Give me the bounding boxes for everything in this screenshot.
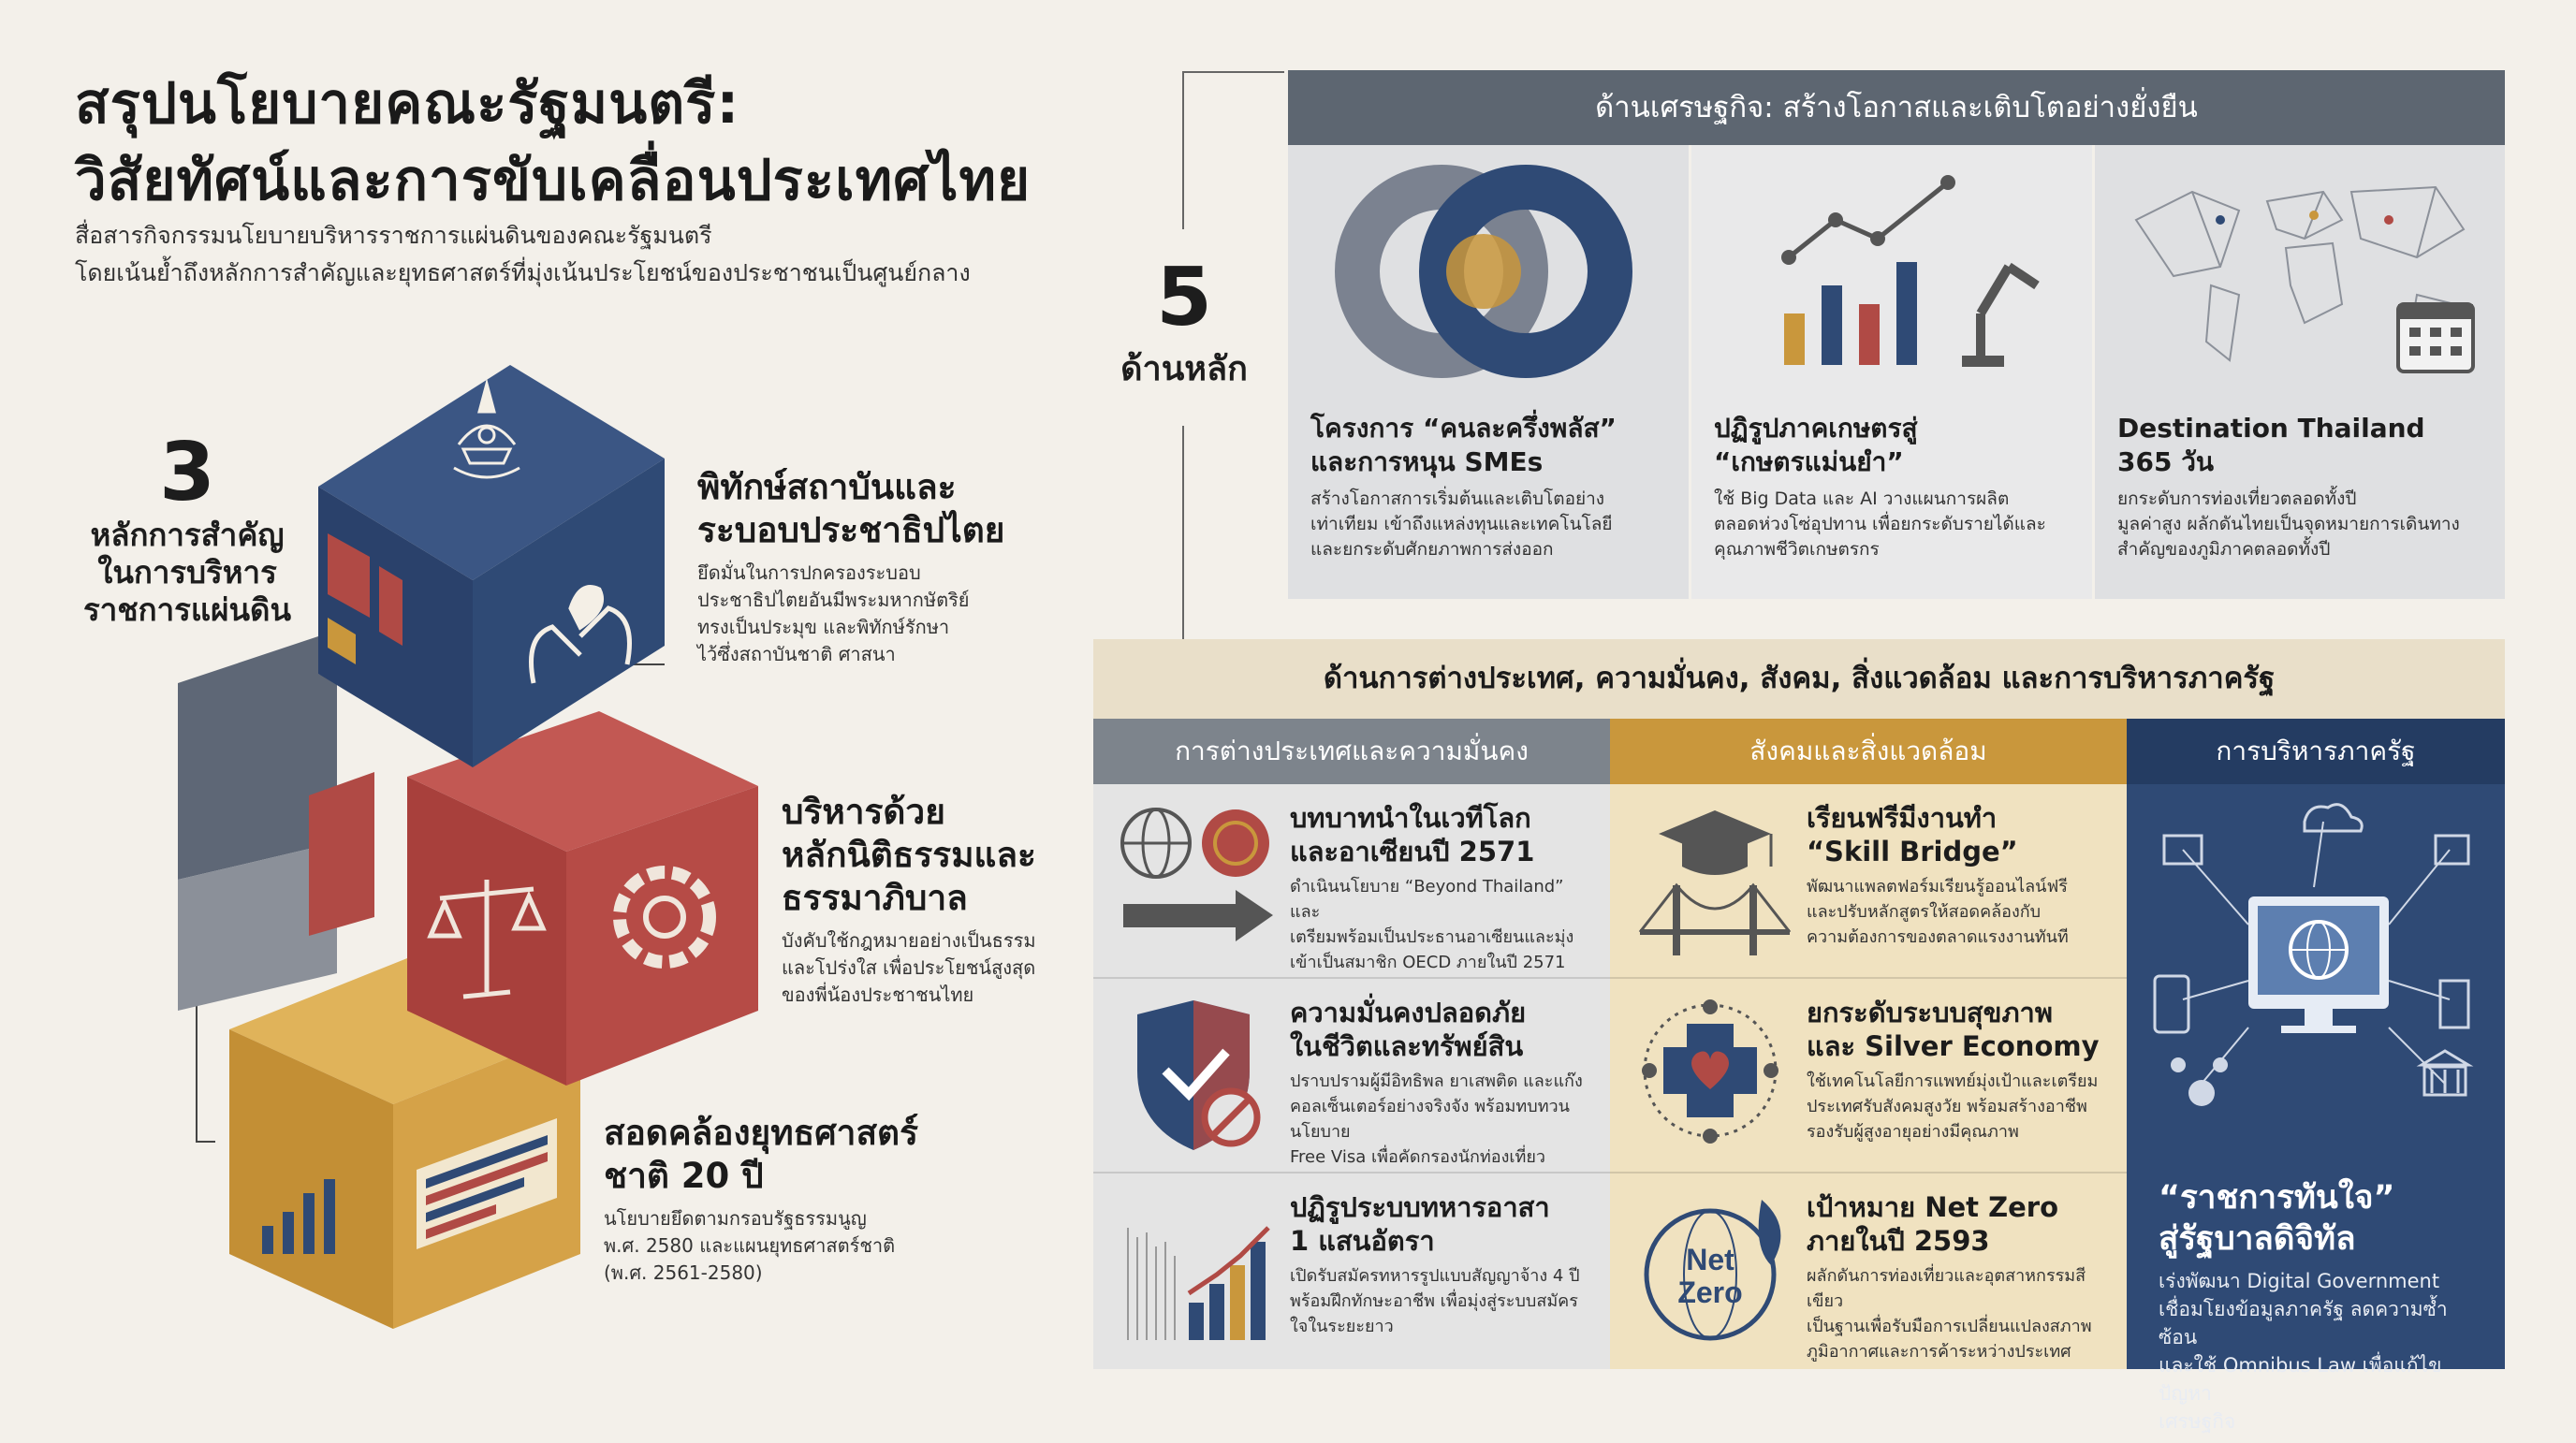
foreign-item-1-title-line-2: และอาเซียนปี 2571: [1290, 836, 1535, 867]
social-item-2-title: [1807, 996, 2112, 1063]
principles-label-line-3: ราชการแผ่นดิน: [82, 591, 292, 628]
social-item-3-desc: [1807, 1263, 2112, 1364]
gov-item-desc-line-4: เศรษฐกิจ: [2159, 1410, 2236, 1433]
graduation-bridge-icon: [1631, 801, 1799, 960]
social-item-1-desc-line-2: และปรับหลักสูตรให้สอดคล้องกับ: [1807, 902, 2042, 922]
public-admin-column: [2127, 719, 2505, 1433]
econ-art-2: [1714, 164, 2070, 374]
economy-card-2: [1691, 145, 2095, 599]
social-item-2-desc-line-3: รองรับผู้สูงอายุอย่างมีคุณภาพ: [1807, 1122, 2019, 1142]
gov-item-desc: [2127, 1260, 2505, 1443]
principle-3-desc-line-3: (พ.ศ. 2561-2580): [604, 1261, 763, 1284]
principle-3: [604, 1112, 1006, 1287]
econ-card-2-desc-line-3: คุณภาพชีวิตเกษตรกร: [1714, 539, 1880, 560]
foreign-item-3-title-line-2: 1 แสนอัตรา: [1290, 1225, 1435, 1257]
principle-1-desc-line-2: ประชาธิปไตยอันมีพระมหากษัตริย์: [697, 589, 970, 611]
foreign-item-3-title: [1290, 1190, 1595, 1258]
social-item-2-desc-line-2: ประเทศรับสังคมสูงวัย พร้อมสร้างอาชีพ: [1807, 1097, 2087, 1116]
principle-3-title: [604, 1112, 1006, 1198]
econ-card-2-title-line-2: “เกษตรแม่นยำ”: [1714, 446, 1904, 477]
digital-government-art: [2127, 784, 2505, 1177]
world-map-calendar-icon: [2117, 164, 2482, 374]
foreign-item-3-desc-line-2: พร้อมฝึกทักษะอาชีพ เพื่อมุ่งสู่ระบบสมัคร: [1290, 1291, 1578, 1311]
gov-item-title-line-1: “ราชการทันใจ”: [2159, 1179, 2395, 1217]
social-item-1-title-line-2: “Skill Bridge”: [1807, 836, 2018, 867]
econ-card-2-desc: [1714, 487, 2070, 562]
social-item-1-title-line-1: เรียนฟรีมีงานทำ: [1807, 802, 1998, 834]
econ-card-3-desc: [2117, 487, 2482, 562]
gov-item-desc-line-1: เร่งพัฒนา Digital Government: [2159, 1270, 2440, 1292]
principle-2-title-line-2: หลักนิติธรรมและ: [782, 835, 1036, 875]
econ-card-3-title-line-2: 365 วัน: [2117, 446, 2215, 477]
social-item-2-title-line-2: และ Silver Economy: [1807, 1030, 2100, 1062]
principle-3-desc-line-2: พ.ศ. 2580 และแผนยุทธศาสตร์ชาติ: [604, 1234, 896, 1257]
principle-3-desc: [604, 1205, 1006, 1287]
foreign-item-2-title-line-2: ในชีวิตและทรัพย์สิน: [1290, 1030, 1524, 1062]
title-line-2: วิสัยทัศน์และการขับเคลื่อนประเทศไทย: [75, 148, 1032, 213]
principle-3-title-line-1: สอดคล้องยุทธศาสตร์: [604, 1113, 918, 1153]
foreign-item-1-desc: [1290, 874, 1595, 975]
foreign-item-3-desc-line-3: ใจในระยะยาว: [1290, 1317, 1394, 1336]
econ-art-3: [2117, 164, 2482, 374]
shield-check-icon: [1114, 996, 1282, 1155]
foreign-item-3-desc: [1290, 1263, 1595, 1339]
econ-card-1-desc-line-1: สร้างโอกาสการเริ่มต้นและเติบโตอย่าง: [1310, 488, 1605, 509]
social-item-2: [1610, 979, 2127, 1173]
foreign-item-3: [1093, 1173, 1610, 1368]
digital-government-icon: [2127, 784, 2505, 1177]
social-item-3-desc-line-2: เป็นฐานเพื่อรับมือการเปลี่ยนแปลงสภาพ: [1807, 1317, 2092, 1336]
principle-2-title-line-1: บริหารด้วย: [782, 792, 945, 832]
economy-panel: [1288, 70, 2505, 599]
econ-card-1-title: [1310, 412, 1666, 479]
net-zero-text-2: Zero: [1677, 1275, 1743, 1309]
principle-2-title-line-3: ธรรมาภิบาล: [782, 878, 968, 918]
econ-card-3-desc-line-3: สำคัญของภูมิภาคตลอดทั้งปี: [2117, 539, 2331, 560]
principle-2: [782, 791, 1081, 1009]
foreign-item-2-title: [1290, 996, 1595, 1063]
title-line-1: สรุปนโยบายคณะรัฐมนตรี:: [75, 71, 740, 137]
principle-3-title-line-2: ชาติ 20 ปี: [604, 1156, 764, 1196]
economy-header: ด้านเศรษฐกิจ: สร้างโอกาสและเติบโตอย่างยั่งยืน: [1288, 70, 2505, 145]
econ-card-1-desc-line-3: และยกระดับศักยภาพการส่งออก: [1310, 539, 1554, 560]
principle-1-title: [697, 466, 1072, 552]
principle-1-title-line-1: พิทักษ์สถาบันและ: [697, 467, 957, 507]
social-item-3-title: [1807, 1190, 2112, 1258]
col-a-title: การต่างประเทศและความมั่นคง: [1093, 719, 1610, 784]
foreign-item-2: [1093, 979, 1610, 1173]
social-item-1: [1610, 784, 2127, 979]
foreign-item-3-desc-line-1: เปิดรับสมัครทหารรูปแบบสัญญาจ้าง 4 ปี: [1290, 1266, 1580, 1286]
foreign-item-2-desc-line-3: Free Visa เพื่อคัดกรองนักท่องเที่ยว: [1290, 1147, 1546, 1167]
principle-1-title-line-2: ระบอบประชาธิปไตย: [697, 510, 1005, 550]
econ-card-1-title-line-2: และการหนุน SMEs: [1310, 446, 1544, 477]
foreign-item-2-desc: [1290, 1069, 1595, 1170]
social-environment-column: [1610, 719, 2127, 1369]
principle-2-desc-line-2: และโปร่งใส เพื่อประโยชน์สูงสุด: [782, 956, 1036, 979]
econ-card-3-title-line-1: Destination Thailand: [2117, 413, 2425, 444]
econ-card-3-desc-line-2: มูลค่าสูง ผลักดันไทยเป็นจุดหมายการเดินทาง: [2117, 514, 2460, 534]
other-header: ด้านการต่างประเทศ, ความมั่นคง, สังคม, สิ่งแวดล้อม และการบริหารภาครัฐ: [1093, 639, 2505, 719]
principle-2-desc-line-1: บังคับใช้กฎหมายอย่างเป็นธรรม: [782, 929, 1036, 952]
social-item-1-title: [1807, 801, 2112, 868]
social-item-3-desc-line-3: ภูมิอากาศและการค้าระหว่างประเทศ: [1807, 1342, 2071, 1362]
principles-count: 3: [159, 426, 215, 519]
economy-card-3: [2095, 145, 2505, 599]
principles-label-line-2: ในการบริหาร: [97, 554, 277, 590]
foreign-item-2-title-line-1: ความมั่นคงปลอดภัย: [1290, 997, 1527, 1028]
economy-card-1: [1288, 145, 1691, 599]
foreign-item-1-title: [1290, 801, 1595, 868]
econ-card-1-desc-line-2: เท่าเทียม เข้าถึงแหล่งทุนและเทคโนโลยี: [1310, 514, 1613, 534]
subtitle-line-1: สื่อสารกิจกรรมนโยบายบริหารราชการแผ่นดินของคณะรัฐมนตรี: [75, 222, 712, 249]
econ-card-2-title-line-1: ปฏิรูปภาคเกษตรสู่: [1714, 413, 1918, 444]
social-item-3-title-line-1: เป้าหมาย Net Zero: [1807, 1191, 2059, 1223]
health-cross-icon: [1631, 996, 1799, 1155]
principle-1-desc-line-1: ยึดมั่นในการปกครองระบอบ: [697, 561, 921, 584]
social-item-1-desc: [1807, 874, 2112, 950]
principle-1-desc-line-3: ทรงเป็นประมุข และพิทักษ์รักษา: [697, 616, 950, 638]
foreign-item-1-title-line-1: บทบาทนำในเวทีโลก: [1290, 802, 1531, 834]
econ-card-2-title: [1714, 412, 2070, 479]
principle-3-desc-line-1: นโยบายยึดตามกรอบรัฐธรรมนูญ: [604, 1207, 867, 1230]
econ-card-2-desc-line-2: ตลอดห่วงโซ่อุปทาน เพื่อยกระดับรายได้และ: [1714, 514, 2046, 534]
foreign-item-2-desc-line-2: คอลเซ็นเตอร์อย่างจริงจัง พร้อมทบทวนนโยบาย: [1290, 1097, 1570, 1142]
foreign-item-1: [1093, 784, 1610, 979]
net-zero-text-1: Net: [1686, 1243, 1734, 1276]
net-zero-globe-icon: [1631, 1190, 1799, 1349]
econ-card-1-desc: [1310, 487, 1666, 562]
social-item-2-title-line-1: ยกระดับระบบสุขภาพ: [1807, 997, 2053, 1028]
foreign-item-1-desc-line-3: เข้าเป็นสมาชิก OECD ภายในปี 2571: [1290, 953, 1566, 972]
principle-1-desc: [697, 560, 1072, 668]
gov-item-title: [2127, 1177, 2505, 1260]
principle-2-title: [782, 791, 1081, 920]
foreign-item-1-desc-line-2: เตรียมพร้อมเป็นประธานอาเซียนและมุ่ง: [1290, 927, 1574, 947]
core-label: ด้านหลัก: [1120, 350, 1248, 388]
principle-1: [697, 466, 1072, 668]
growth-chart-robot-arm-icon: [1714, 164, 2070, 374]
econ-card-2-desc-line-1: ใช้ Big Data และ AI วางแผนการผลิต: [1714, 488, 2010, 509]
page-subtitle: [75, 217, 971, 292]
principle-2-desc: [782, 927, 1081, 1009]
other-policies-panel: [1093, 639, 2505, 1433]
subtitle-line-2: โดยเน้นย้ำถึงหลักการสำคัญและยุทธศาสตร์ที่มุ่งเน้นประโยชน์ของประชาชนเป็นศูนย์กลาง: [75, 259, 971, 286]
social-item-1-desc-line-1: พัฒนาแพลตฟอร์มเรียนรู้ออนไลน์ฟรี: [1807, 877, 2068, 896]
econ-art-1: [1310, 164, 1666, 374]
foreign-item-1-desc-line-1: ดำเนินนโยบาย “Beyond Thailand” และ: [1290, 877, 1564, 922]
principle-1-desc-line-4: ไว้ซึ่งสถาบันชาติ ศาสนา: [697, 643, 896, 665]
back-block-red: [309, 772, 374, 936]
social-item-3-desc-line-1: ผลักดันการท่องเที่ยวและอุตสาหกรรมสีเขียว: [1807, 1266, 2086, 1311]
core-count: 5: [1156, 251, 1212, 344]
principles-label-line-1: หลักการสำคัญ: [90, 517, 285, 553]
econ-card-3-title: [2117, 412, 2482, 479]
gov-item-desc-line-3: และใช้ Omnibus Law เพื่อแก้ไขปัญหา: [2159, 1354, 2442, 1405]
gov-item-desc-line-2: เชื่อมโยงข้อมูลภาครัฐ ลดความซ้ำซ้อน: [2159, 1298, 2448, 1348]
foreign-security-column: [1093, 719, 1610, 1369]
foreign-item-3-title-line-1: ปฏิรูประบบทหารอาสา: [1290, 1191, 1550, 1223]
social-item-2-desc: [1807, 1069, 2112, 1144]
military-growth-chart-icon: [1114, 1190, 1282, 1349]
social-item-3: [1610, 1173, 2127, 1368]
gov-item-title-line-2: สู่รัฐบาลดิจิทัล: [2159, 1220, 2356, 1258]
principle-2-desc-line-3: ของพี่น้องประชาชนไทย: [782, 984, 974, 1006]
social-item-3-title-line-2: ภายในปี 2593: [1807, 1225, 1990, 1257]
interlocking-circles-icon: [1310, 164, 1666, 374]
social-item-2-desc-line-1: ใช้เทคโนโลยีการแพทย์มุ่งเป้าและเตรียม: [1807, 1071, 2099, 1091]
econ-card-3-desc-line-1: ยกระดับการท่องเที่ยวตลอดทั้งปี: [2117, 488, 2357, 509]
globe-asean-arrow-icon: [1114, 801, 1282, 960]
page-title: [75, 66, 1031, 219]
social-item-1-desc-line-3: ความต้องการของตลาดแรงงานทันที: [1807, 927, 2069, 947]
col-c-title: การบริหารภาครัฐ: [2127, 719, 2505, 784]
col-b-title: สังคมและสิ่งแวดล้อม: [1610, 719, 2127, 784]
econ-card-1-title-line-1: โครงการ “คนละครึ่งพลัส”: [1310, 413, 1617, 444]
foreign-item-2-desc-line-1: ปราบปรามผู้มีอิทธิพล ยาเสพติด และแก๊ง: [1290, 1071, 1583, 1091]
